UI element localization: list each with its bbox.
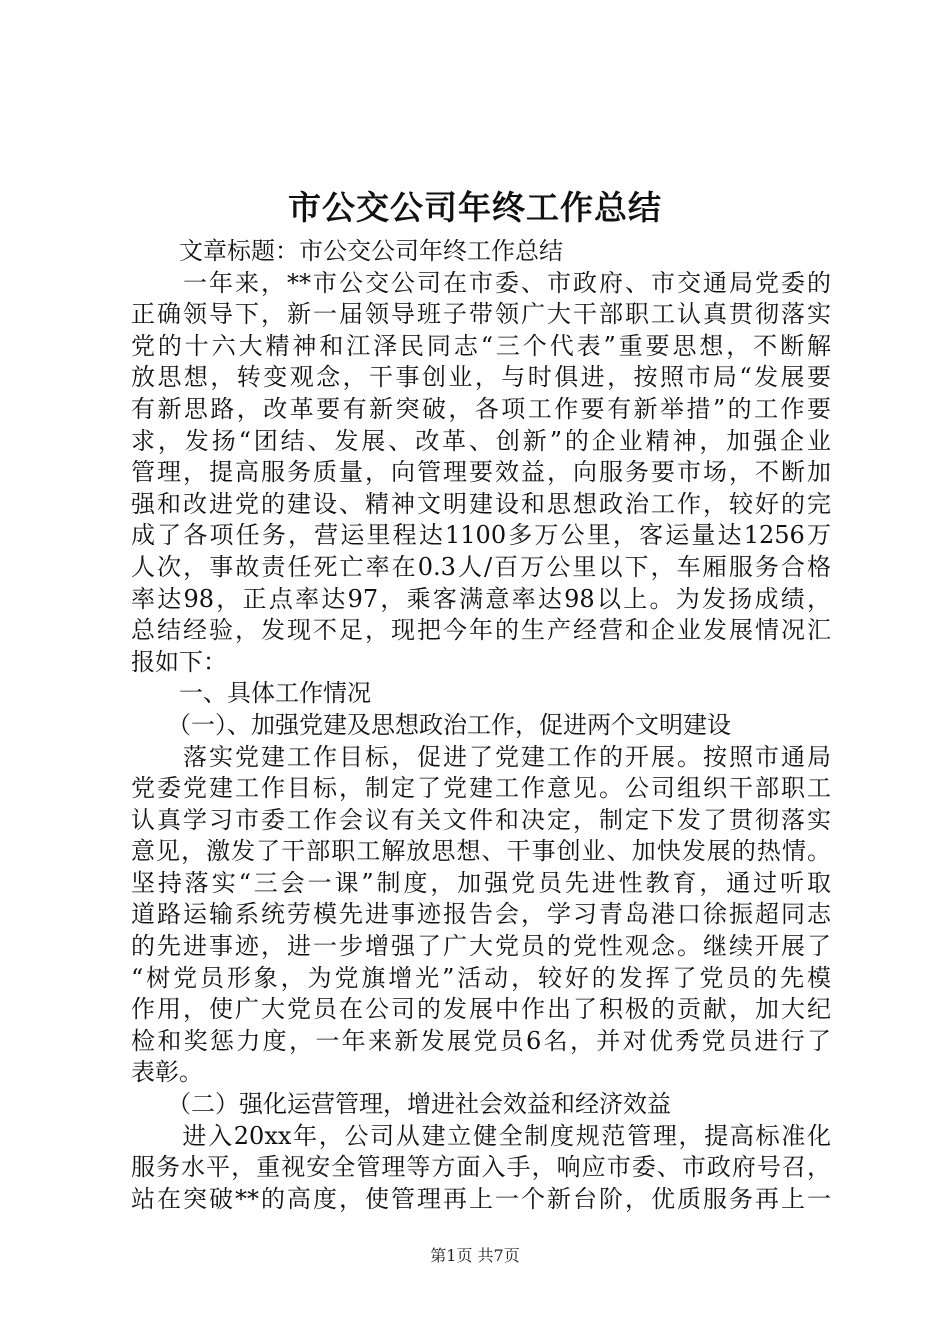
body-line: 报如下： <box>131 647 227 676</box>
document-title: 市公交公司年终工作总结 <box>288 188 662 227</box>
body-line: （二）强化运营管理，增进社会效益和经济效益 <box>131 1090 671 1119</box>
document-body <box>131 236 831 1215</box>
body-line: 有新思路，改革要有新突破，各项工作要有新举措”的工作要 <box>131 394 831 423</box>
body-line: 的先进事迹，进一步增强了广大党员的党性观念。继续开展了 <box>131 932 831 961</box>
body-line: 表彰。 <box>131 1058 203 1087</box>
body-line: 管理，提高服务质量，向管理要效益，向服务要市场，不断加 <box>131 458 831 487</box>
body-line: 党委党建工作目标，制定了党建工作意见。公司组织干部职工 <box>131 774 831 803</box>
body-line: 放思想，转变观念，干事创业，与时俱进，按照市局“发展要 <box>131 363 831 392</box>
body-line: 总结经验，发现不足，现把今年的生产经营和企业发展情况汇 <box>131 616 831 645</box>
body-line: 党的十六大精神和江泽民同志“三个代表”重要思想，不断解 <box>131 331 831 360</box>
body-line: 检和奖惩力度，一年来新发展党员6名，并对优秀党员进行了 <box>131 1026 831 1055</box>
body-line: 落实党建工作目标，促进了党建工作的开展。按照市通局 <box>131 742 831 771</box>
body-line: 认真学习市委工作会议有关文件和决定，制定下发了贯彻落实 <box>131 805 831 834</box>
body-line: （一）、加强党建及思想政治工作，促进两个文明建设 <box>131 710 731 739</box>
body-line: 成了各项任务，营运里程达1100多万公里，客运量达1256万 <box>131 521 831 550</box>
body-line: “树党员形象，为党旗增光”活动，较好的发挥了党员的先模 <box>131 963 831 992</box>
body-line: 服务水平，重视安全管理等方面入手，响应市委、市政府号召， <box>131 1153 831 1182</box>
page-footer: 第1页 共7页 <box>430 1246 520 1265</box>
body-line: 一、具体工作情况 <box>131 679 371 708</box>
body-line: 强和改进党的建设、精神文明建设和思想政治工作，较好的完 <box>131 489 831 518</box>
body-line: 人次，事故责任死亡率在0.3人/百万公里以下，车厢服务合格 <box>131 552 831 581</box>
body-line: 文章标题：市公交公司年终工作总结 <box>131 237 563 265</box>
body-line: 正确领导下，新一届领导班子带领广大干部职工认真贯彻落实 <box>131 300 831 329</box>
body-line: 坚持落实“三会一课”制度，加强党员先进性教育，通过听取 <box>131 868 831 897</box>
body-line: 率达98，正点率达97，乘客满意率达98以上。为发扬成绩， <box>131 584 831 613</box>
body-line: 作用，使广大党员在公司的发展中作出了积极的贡献，加大纪 <box>131 995 831 1024</box>
body-line: 一年来，**市公交公司在市委、市政府、市交通局党委的 <box>131 268 831 297</box>
body-line: 意见，激发了干部职工解放思想、干事创业、加快发展的热情。 <box>131 837 831 866</box>
body-line: 进入20xx年，公司从建立健全制度规范管理，提高标准化 <box>131 1121 831 1150</box>
body-line: 道路运输系统劳模先进事迹报告会，学习青岛港口徐振超同志 <box>131 900 831 929</box>
body-line: 站在突破**的高度，使管理再上一个新台阶，优质服务再上一 <box>131 1184 831 1213</box>
body-line: 求，发扬“团结、发展、改革、创新”的企业精神，加强企业 <box>131 426 831 455</box>
